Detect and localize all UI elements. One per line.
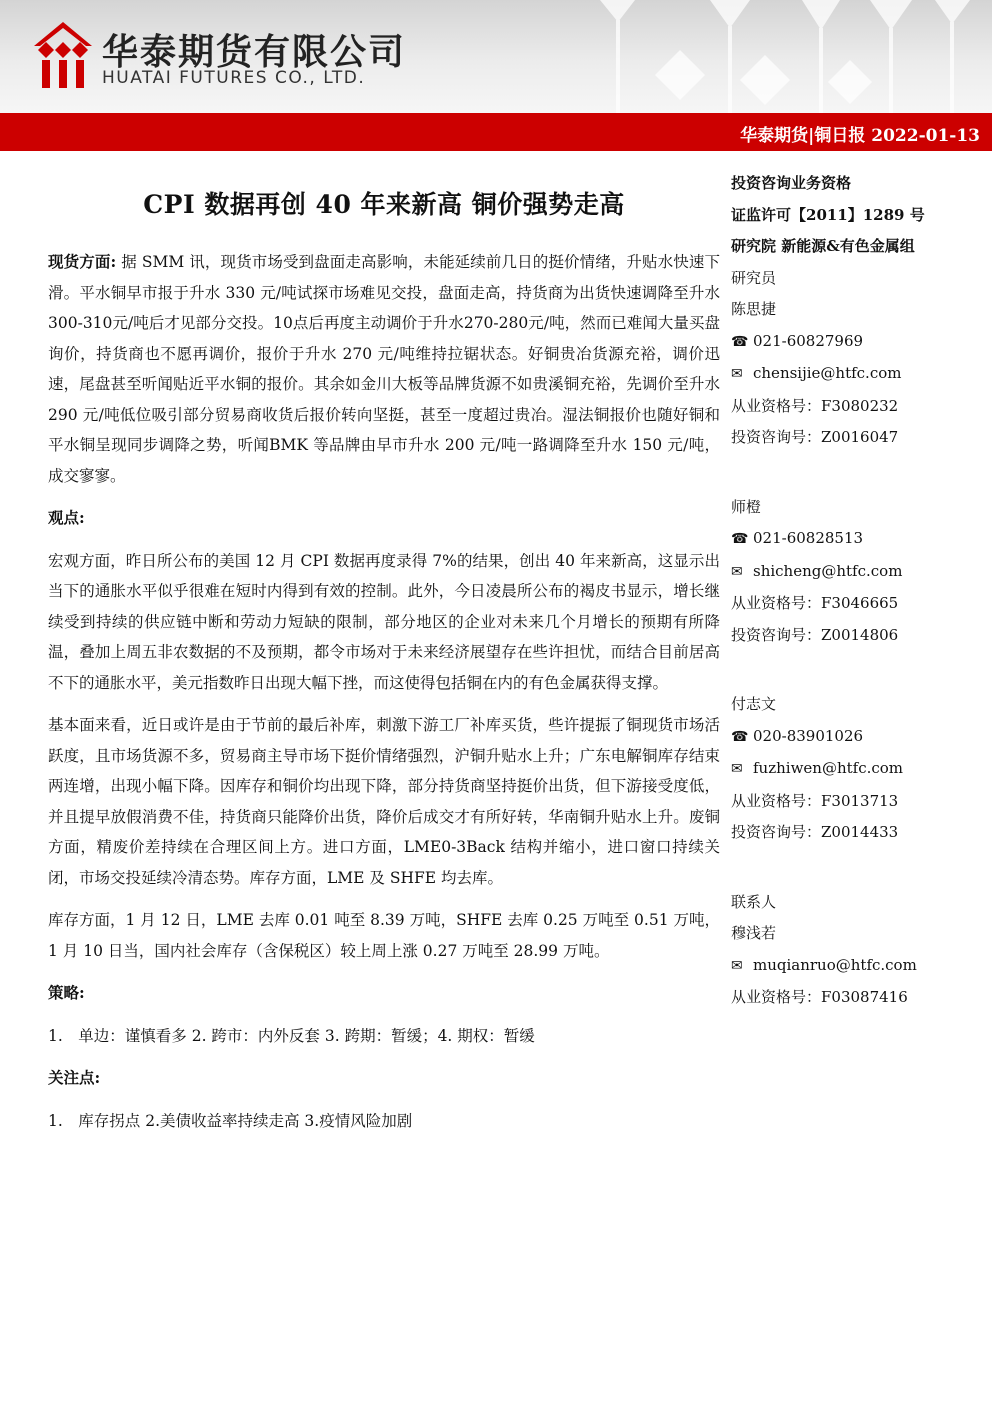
strategy-heading: 策略: [48, 983, 85, 1002]
analyst-phone: ☎ 021-60828513 [731, 523, 981, 556]
analyst-cert: 从业资格号：F3046665 [731, 594, 899, 612]
company-name-en: HUATAI FUTURES CO., LTD. [102, 68, 366, 88]
analyst-email[interactable]: ✉ chensijie@htfc.com [731, 358, 981, 391]
phone-icon: ☎ [731, 728, 749, 745]
macro-paragraph: 宏观方面，昨日所公布的美国 12 月 CPI 数据再度录得 7%的结果，创出 40 年来新高，这显示出当下的通胀水平似乎很难在短时内得到有效的控制。此外，今日凌晨所公布的褐皮书显示，增长继续受到持续的供应链中断和劳动力短缺的限制，部分地区的企业对未来几个月增长的预期有所降温，叠加上周五非农数据的不及预期，都令市场对于未来经济展望存在些许担忧，而结合目前居高不下的通胀水平，美元指数昨日出现大幅下挫，而这使得包括铜在内的有色金属获得支撑。 [48, 551, 720, 692]
contact-label: 联系人 [731, 892, 777, 911]
focus-item: 1. 库存拐点 2.美债收益率持续走高 3.疫情风险加剧 [48, 1111, 413, 1130]
fundamental-paragraph: 基本面来看，近日或许是由于节前的最后补库，刺激下游工厂补库买货，些许提振了铜现货市场活跃度，且市场货源不多，贸易商主导市场下挺价情绪强烈，沪铜升贴水上升；广东电解铜库存结束两连增，出现小幅下降。因库存和铜价均出现下降，部分持货商坚持挺价出货，但下游接受度低，并且提早放假消费不佳，持货商只能降价出货，降价后成交才有所好转，华南铜升贴水上升。废铜方面，精废价差持续在合理区间上方。进口方面，LME0-3Back 结构并缩小，进口窗口持续关闭，市场交投延续冷清态势。库存方面，LME 及 SHFE 均去库。 [48, 716, 720, 887]
qualification-title: 投资咨询业务资格 [731, 174, 852, 192]
mail-icon: ✉ [731, 761, 743, 777]
report-body [48, 185, 720, 1136]
spot-text: 据 SMM 讯，现货市场受到盘面走高影响，未能延续前几日的挺价情绪，升贴水快速下滑。平水铜早市报于升水 330 元/吨试探市场难见交投，盘面走高，持货商为出货快速调降至升水300-310元/吨后才见部分交投。10点后再度主动调价于升水270-280元/吨，然而已难闻大量买盘询价，持货商也不愿再调价，报价于升水 270 元/吨维持拉锯状态。好铜贵冶货源充裕，调价迅速，尾盘甚至听闻贴近平水铜的报价。其余如金川大板等品牌货源不如贵溪铜充裕，先调价至升水 290 元/吨低位吸引部分贸易商收货后报价转向坚挺，甚至一度超过贵冶。湿法铜报价也随好铜和平水铜呈现同步调降之势，听闻BMK 等品牌由早市升水 200 元/吨一路调降至升水 150 元/吨，成交寥寥。 [48, 253, 720, 485]
analyst-advisory-cert: 投资咨询号：Z0016047 [731, 428, 899, 446]
header-band [0, 0, 992, 113]
analyst-email[interactable]: ✉ fuzhiwen@htfc.com [731, 753, 981, 786]
report-title: CPI 数据再创 40 年来新高 铜价强势走高 [143, 190, 625, 219]
analyst-advisory-cert: 投资咨询号：Z0014806 [731, 625, 899, 644]
license-number: 证监许可【2011】1289 号 [731, 205, 925, 224]
analyst-name: 付志文 [731, 695, 777, 713]
analyst-cert: 从业资格号：F3080232 [731, 396, 899, 415]
report-tag: 华泰期货|铜日报 2022-01-13 [740, 126, 980, 146]
phone-icon: ☎ [731, 333, 749, 350]
company-logo-icon [34, 22, 92, 88]
spot-paragraph [48, 247, 720, 491]
contact-cert: 从业资格号：F03087416 [731, 988, 908, 1006]
phone-icon: ☎ [731, 531, 749, 547]
inventory-paragraph: 库存方面，1 月 12 日，LME 去库 0.01 吨至 8.39 万吨，SHFE 去库 0.25 万吨至 0.51 万吨，1 月 10 日当，国内社会库存（含保税区）较上周上涨 0.27 万吨至 28.99 万吨。 [48, 911, 720, 960]
analyst-cert: 从业资格号：F3013713 [731, 791, 899, 810]
analyst-phone: ☎ 021-60827969 [731, 326, 981, 359]
spot-label: 现货方面: [48, 252, 117, 271]
mail-icon: ✉ [731, 957, 743, 974]
contact-email[interactable]: ✉ muqianruo@htfc.com [731, 950, 981, 983]
researcher-label: 研究员 [731, 268, 777, 287]
analyst-advisory-cert: 投资咨询号：Z0014433 [731, 823, 899, 841]
focus-heading: 关注点: [48, 1068, 101, 1087]
company-name-cn: 华泰期货有限公司 [102, 32, 407, 73]
view-heading: 观点: [48, 508, 85, 527]
department: 研究院 新能源&有色金属组 [731, 237, 915, 255]
mail-icon: ✉ [731, 366, 743, 382]
sidebar [731, 168, 981, 1014]
header-decoration [540, 0, 992, 113]
analyst-name: 师橙 [731, 497, 762, 516]
report-banner [0, 113, 992, 151]
analyst-email[interactable]: ✉ shicheng@htfc.com [731, 556, 981, 589]
analyst-phone: ☎ 020-83901026 [731, 721, 981, 754]
mail-icon: ✉ [731, 563, 743, 580]
strategy-item: 1. 单边：谨慎看多 2. 跨市：内外反套 3. 跨期：暂缓；4. 期权：暂缓 [48, 1026, 535, 1045]
analyst-name: 陈思捷 [731, 300, 777, 318]
contact-name: 穆浅若 [731, 924, 777, 942]
